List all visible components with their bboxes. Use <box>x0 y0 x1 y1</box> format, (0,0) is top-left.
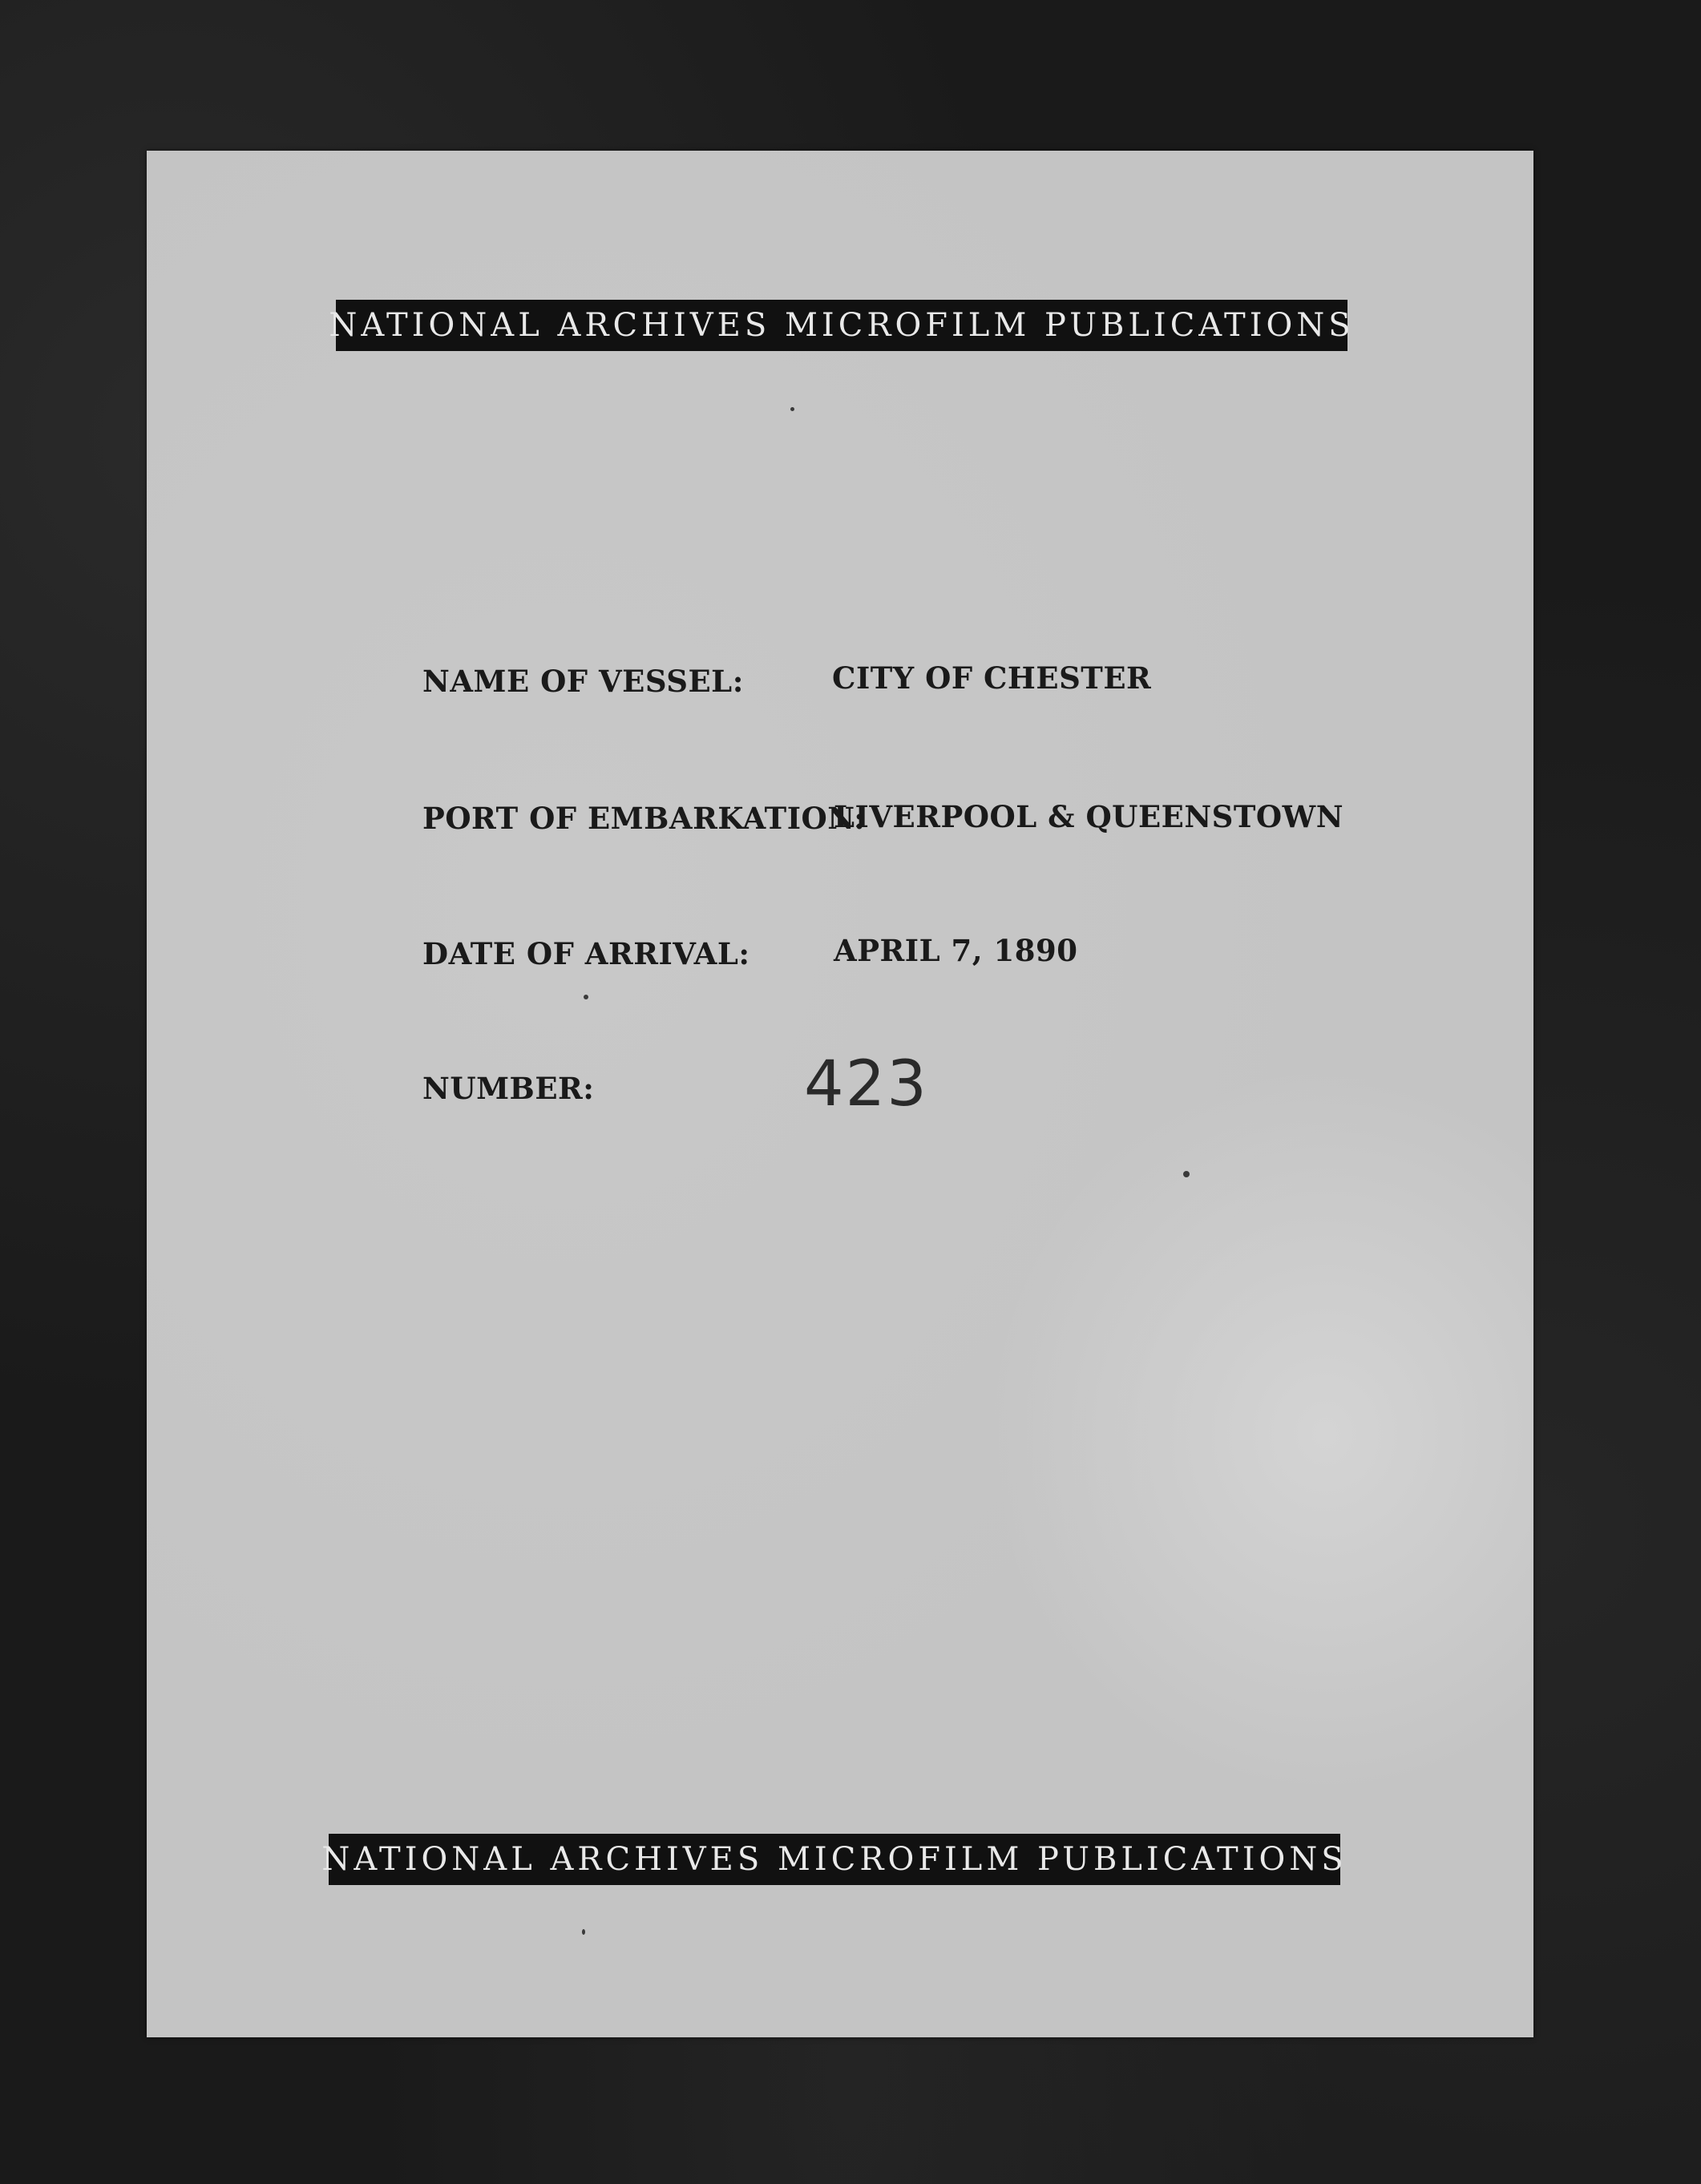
vessel-name-value: CITY OF CHESTER <box>832 660 1152 696</box>
date-of-arrival-label: DATE OF ARRIVAL: <box>422 936 750 971</box>
date-of-arrival-value: APRIL 7, 1890 <box>834 933 1078 968</box>
document-sheet <box>147 151 1533 2037</box>
film-speck <box>1183 1171 1190 1177</box>
footer-banner: NATIONAL ARCHIVES MICROFILM PUBLICATIONS <box>329 1834 1340 1885</box>
number-label: NUMBER: <box>422 1071 595 1106</box>
vessel-name-label: NAME OF VESSEL: <box>422 664 744 699</box>
port-of-embarkation-value: LIVERPOOL & QUEENSTOWN <box>834 799 1344 834</box>
film-speck <box>582 1929 585 1935</box>
film-speck <box>584 995 588 999</box>
film-speck <box>790 407 794 411</box>
header-banner: NATIONAL ARCHIVES MICROFILM PUBLICATIONS <box>336 300 1347 351</box>
port-of-embarkation-label: PORT OF EMBARKATION: <box>422 801 866 836</box>
number-value: 423 <box>804 1048 928 1120</box>
